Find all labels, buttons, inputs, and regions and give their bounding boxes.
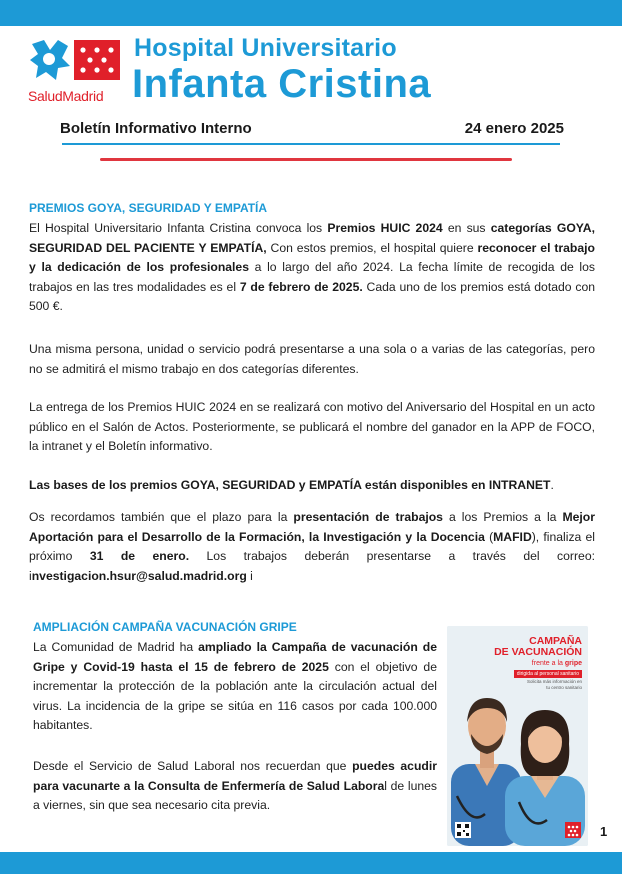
text-run: en sus — [442, 221, 491, 235]
section-title-vacunacion: AMPLIACIÓN CAMPAÑA VACUNACIÓN GRIPE — [33, 620, 297, 634]
section-title-premios: PREMIOS GOYA, SEGURIDAD Y EMPATÍA — [29, 201, 268, 215]
vaccination-poster — [447, 626, 588, 846]
header-red-divider — [100, 158, 512, 161]
bulletin-title: Boletín Informativo Interno — [60, 120, 252, 137]
header-divider — [62, 143, 560, 145]
bold-text: Premios HUIC 2024 — [327, 221, 443, 235]
page-number: 1 — [600, 824, 608, 839]
paragraph — [29, 398, 595, 457]
paragraph — [29, 340, 595, 379]
text-run: Os recordamos también que el plazo para la — [29, 510, 294, 524]
top-color-bar — [0, 0, 622, 26]
paragraph — [33, 757, 437, 816]
poster-madrid-logo — [565, 822, 581, 838]
bottom-color-bar — [0, 852, 622, 874]
text-run: a los Premios a la — [442, 510, 563, 524]
bold-text: 7 de febrero de 2025. — [239, 279, 363, 294]
qr-code-icon — [455, 822, 471, 838]
text-run: Los trabajos deberán presentarse a través del correo: i — [29, 549, 595, 583]
poster-subtitle-word: gripe — [564, 660, 582, 667]
paragraph — [29, 219, 595, 317]
text-run: con el objetivo de incrementar la protección de la población ante la circulación actual del virus. La incidencia de la gripe se sitúa en 116 casos por cada 100.000 habitantes. — [33, 659, 437, 732]
poster-info: Solicita más información en tu centro sanitario — [526, 679, 582, 690]
poster-subtitle — [532, 660, 582, 667]
brand-subtitle: SaludMadrid — [28, 88, 104, 104]
bold-text: 31 de enero. — [89, 549, 190, 563]
poster-title-line2: DE VACUNACIÓN — [494, 646, 582, 658]
paragraph — [29, 476, 595, 496]
text-run: i — [246, 568, 253, 583]
bulletin-date: 24 enero 2025 — [464, 120, 564, 137]
text-run: La entrega de los Premios HUIC 2024 en se realizará con motivo del Aniversario del Hospital en un acto público en el Salón de Actos. Posteriormente, se publicará el nombre del ganador en la APP de FOCO, la intranet y el Boletín informativo. — [29, 400, 595, 453]
poster-title-line1: CAMPAÑA — [529, 635, 582, 647]
bold-text: puedes acudir para vacunarte a la Consulta de Enfermería de Salud Labora — [33, 759, 437, 793]
text-run: ( — [484, 529, 494, 544]
salud-cross-icon — [30, 40, 70, 80]
hospital-name-line2: Infanta Cristina — [132, 62, 432, 106]
bold-text: MAFID — [493, 529, 532, 544]
text-run: Con estos premios, el hospital quiere — [266, 240, 478, 255]
paragraph — [33, 638, 437, 736]
bold-text: reconocer el trabajo y la dedicación de los profesionales — [29, 240, 595, 274]
text-run: l de lunes a viernes, sin que sea necesario cita previa. — [33, 778, 437, 812]
text-run: Una misma persona, unidad o servicio podrá presentarse a una sola o a varias de las categorías, pero no se admitirá el mismo trabajo en dos categorías diferentes. — [29, 342, 595, 376]
poster-subtitle-pre: frente a la — [531, 660, 565, 667]
text-run: Desde el Servicio de Salud Laboral nos recuerdan que — [33, 759, 353, 773]
hospital-name-line1: Hospital Universitario — [134, 34, 397, 62]
text-run: ), finaliza el próximo — [29, 529, 596, 563]
bold-text: Las bases de los premios GOYA, SEGURIDAD y EMPATÍA están disponibles en INTRANET — [29, 478, 551, 492]
bold-text: ampliado la Campaña de vacunación de Gripe y Covid-19 hasta el 15 de febrero de 2025 — [33, 640, 437, 674]
text-run: El Hospital Universitario Infanta Cristina convoca los — [29, 221, 328, 235]
bold-text: Mejor Aportación para el Desarrollo de la Formación, la Investigación y la Docencia — [29, 510, 595, 544]
text-run: Cada uno de los premios está dotado con 500 €. — [29, 279, 595, 313]
text-run: La Comunidad de Madrid ha — [33, 640, 199, 654]
text-run: a lo largo del año 2024. La fecha límite de recogida de los trabajos en las tres modalidades es el — [29, 260, 595, 294]
bold-text: presentación de trabajos — [293, 510, 443, 524]
madrid-flag-icon — [74, 40, 120, 80]
poster-tag: dirigida al personal sanitario — [514, 670, 582, 678]
bold-text: nvestigacion.hsur@salud.madrid.org — [31, 568, 247, 583]
text-run: . — [550, 478, 554, 492]
poster-title — [494, 636, 582, 658]
bold-text: categorías GOYA, SEGURIDAD DEL PACIENTE Y EMPATÍA, — [29, 221, 595, 255]
paragraph-mafid — [29, 508, 595, 586]
